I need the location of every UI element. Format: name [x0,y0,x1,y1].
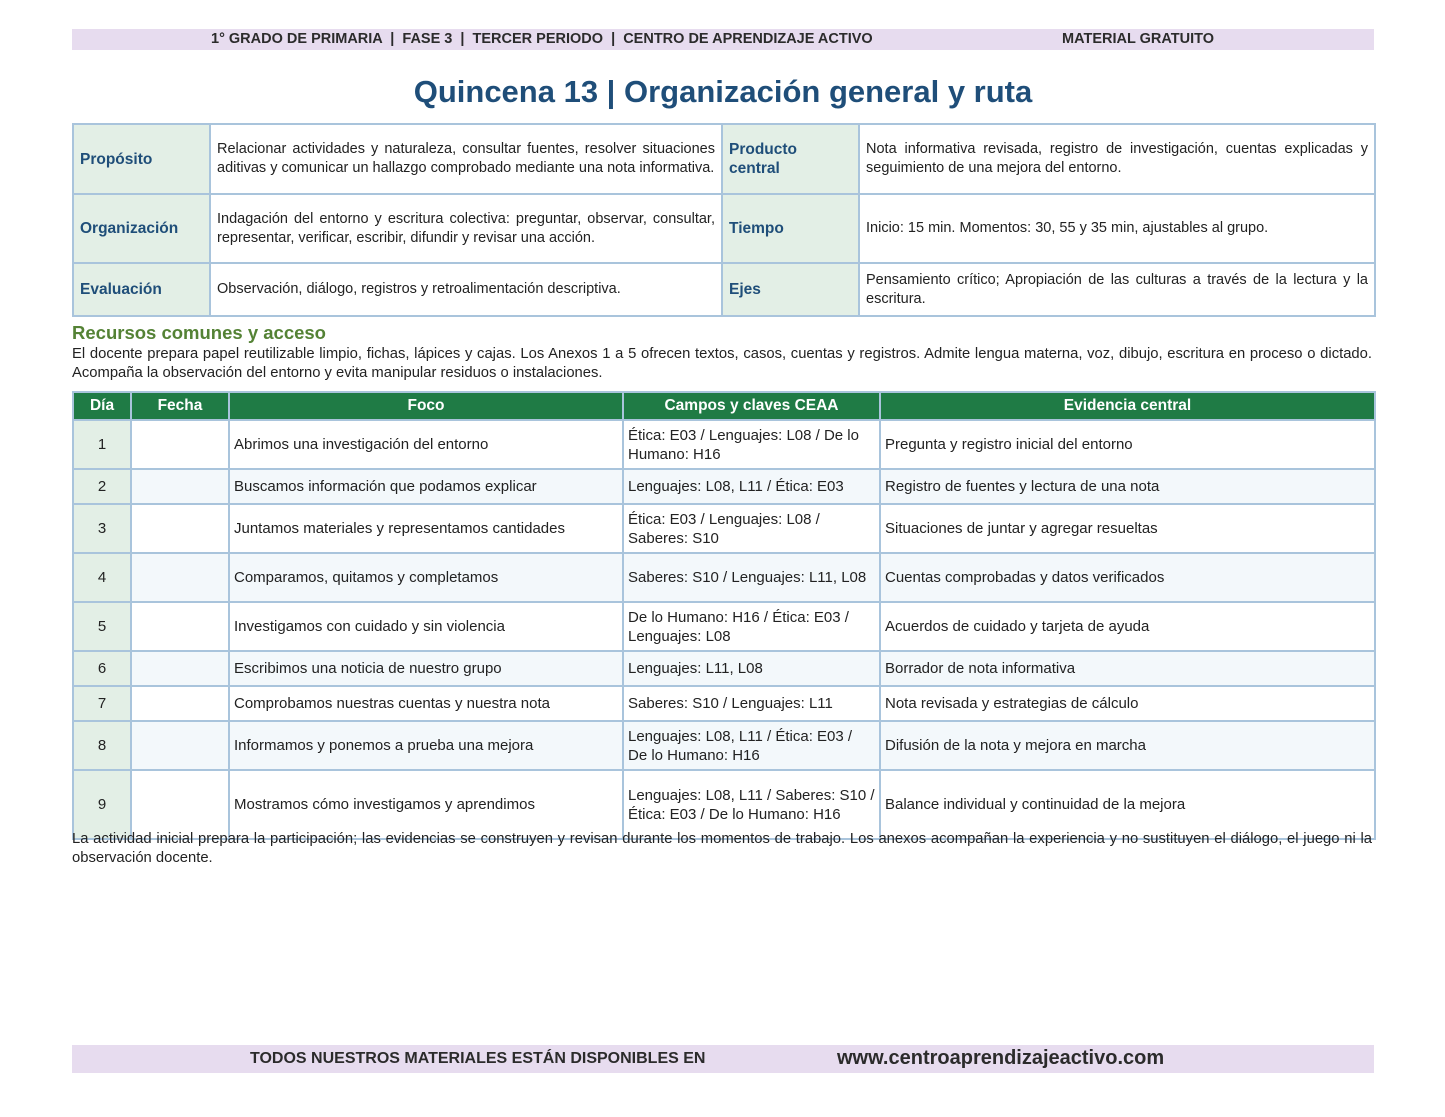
day-cell: 8 [73,721,131,770]
evidence-cell: Borrador de nota informativa [880,651,1375,686]
table-row [73,770,1375,839]
focus-cell: Escribimos una noticia de nuestro grupo [229,651,623,686]
focus-cell: Buscamos información que podamos explicar [229,469,623,504]
focus-cell: Comprobamos nuestras cuentas y nuestra nota [229,686,623,721]
footer-url-link[interactable]: www.centroaprendizajeactivo.com [837,1047,1165,1069]
evidence-cell: Pregunta y registro inicial del entorno [880,420,1375,469]
focus-cell: Comparamos, quitamos y completamos [229,553,623,602]
evidence-cell: Registro de fuentes y lectura de una nota [880,469,1375,504]
time-value: Inicio: 15 min. Momentos: 30, 55 y 35 min, ajustables al grupo. [859,194,1375,263]
day-cell: 4 [73,553,131,602]
day-cell: 5 [73,602,131,651]
route-table [72,391,1376,840]
axes-value: Pensamiento crítico; Apropiación de las culturas a través de la lectura y la escritura. [859,263,1375,316]
date-cell[interactable] [131,686,229,721]
table-row [73,420,1375,469]
axes-label: Ejes [722,263,859,316]
closing-note: La actividad inicial prepara la participación; las evidencias se construyen y revisan durante los momentos de trabajo. Los anexos acompañan la experiencia y no sustituyen el diálogo, el juego ni la observación docente. [72,831,1372,866]
date-cell[interactable] [131,553,229,602]
product-label: Producto central [722,124,859,194]
focus-cell: Juntamos materiales y representamos cantidades [229,504,623,553]
column-header-evidence: Evidencia central [880,392,1375,420]
fields-cell: Lenguajes: L08, L11 / Ética: E03 [623,469,880,504]
resources-heading: Recursos comunes y acceso [72,322,326,343]
table-row [73,602,1375,651]
fields-cell: Lenguajes: L08, L11 / Saberes: S10 / Ética: E03 / De lo Humano: H16 [623,770,880,839]
header-grade-info: 1° GRADO DE PRIMARIA | FASE 3 | TERCER PERIODO | CENTRO DE APRENDIZAJE ACTIVO [211,31,873,47]
table-row [73,469,1375,504]
organization-value: Indagación del entorno y escritura colectiva: preguntar, observar, consultar, representar, verificar, escribir, difundir y revisar una acción. [210,194,722,263]
footer-label: TODOS NUESTROS MATERIALES ESTÁN DISPONIBLES EN [250,1050,706,1067]
table-row [73,686,1375,721]
evidence-cell: Situaciones de juntar y agregar resueltas [880,504,1375,553]
fields-cell: Lenguajes: L08, L11 / Ética: E03 / De lo Humano: H16 [623,721,880,770]
product-value: Nota informativa revisada, registro de investigación, cuentas explicadas y seguimiento de una mejora del entorno. [859,124,1375,194]
day-cell: 3 [73,504,131,553]
purpose-value: Relacionar actividades y naturaleza, consultar fuentes, resolver situaciones aditivas y comunicar un hallazgo comprobado mediante una nota informativa. [210,124,722,194]
general-info-table [72,123,1376,317]
fields-cell: Saberes: S10 / Lenguajes: L11 [623,686,880,721]
column-header-focus: Foco [229,392,623,420]
table-row [73,721,1375,770]
evaluation-label: Evaluación [73,263,210,316]
day-cell: 1 [73,420,131,469]
fields-cell: Ética: E03 / Lenguajes: L08 / De lo Humano: H16 [623,420,880,469]
evidence-cell: Difusión de la nota y mejora en marcha [880,721,1375,770]
fields-cell: De lo Humano: H16 / Ética: E03 / Lenguajes: L08 [623,602,880,651]
header-free-material: MATERIAL GRATUITO [1062,31,1214,47]
column-header-fields: Campos y claves CEAA [623,392,880,420]
date-cell[interactable] [131,420,229,469]
day-cell: 9 [73,770,131,839]
focus-cell: Investigamos con cuidado y sin violencia [229,602,623,651]
fields-cell: Ética: E03 / Lenguajes: L08 / Saberes: S10 [623,504,880,553]
focus-cell: Mostramos cómo investigamos y aprendimos [229,770,623,839]
evidence-cell: Cuentas comprobadas y datos verificados [880,553,1375,602]
table-row [73,504,1375,553]
date-cell[interactable] [131,651,229,686]
evidence-cell: Balance individual y continuidad de la mejora [880,770,1375,839]
organization-label: Organización [73,194,210,263]
date-cell[interactable] [131,721,229,770]
focus-cell: Abrimos una investigación del entorno [229,420,623,469]
date-cell[interactable] [131,469,229,504]
fields-cell: Lenguajes: L11, L08 [623,651,880,686]
page-title: Quincena 13 | Organización general y ruta [413,74,1033,109]
day-cell: 6 [73,651,131,686]
table-row [73,651,1375,686]
focus-cell: Informamos y ponemos a prueba una mejora [229,721,623,770]
time-label: Tiempo [722,194,859,263]
day-cell: 2 [73,469,131,504]
fields-cell: Saberes: S10 / Lenguajes: L11, L08 [623,553,880,602]
resources-text: El docente prepara papel reutilizable limpio, fichas, lápices y cajas. Los Anexos 1 a 5 ofrecen textos, casos, cuentas y registros. Admite lengua materna, voz, dibujo, escritura en proceso o dictado. Acompaña la observación del entorno y evita manipular residuos o instalaciones. [72,346,1372,381]
column-header-date: Fecha [131,392,229,420]
date-cell[interactable] [131,770,229,839]
evaluation-value: Observación, diálogo, registros y retroalimentación descriptiva. [210,263,722,316]
purpose-label: Propósito [73,124,210,194]
table-row [73,553,1375,602]
column-header-day: Día [73,392,131,420]
evidence-cell: Acuerdos de cuidado y tarjeta de ayuda [880,602,1375,651]
footer-bar [72,1045,1374,1073]
date-cell[interactable] [131,504,229,553]
day-cell: 7 [73,686,131,721]
evidence-cell: Nota revisada y estrategias de cálculo [880,686,1375,721]
header-bar [72,29,1374,50]
date-cell[interactable] [131,602,229,651]
